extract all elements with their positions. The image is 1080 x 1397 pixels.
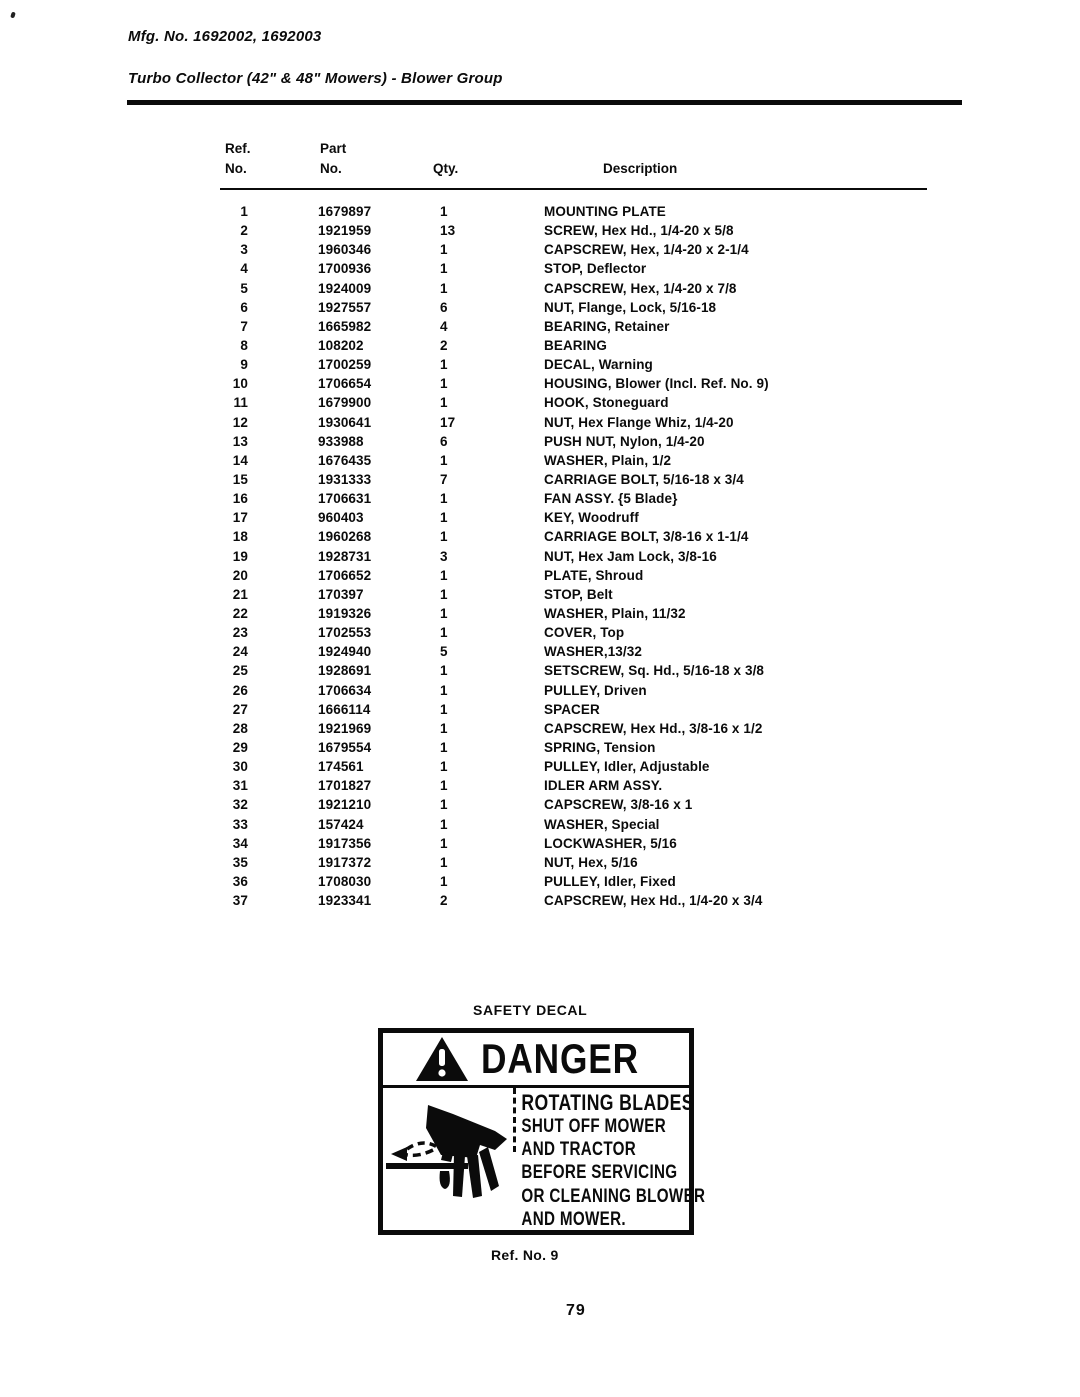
table-row xyxy=(0,623,1080,642)
ref-no-cell: 1 xyxy=(240,204,248,219)
safety-decal-heading: SAFETY DECAL xyxy=(473,1002,588,1018)
decal-warning-line: AND MOWER. xyxy=(521,1208,626,1230)
description-cell: PLATE, Shroud xyxy=(544,567,644,583)
part-no-cell: 1960268 xyxy=(318,529,372,545)
ref-no-cell: 29 xyxy=(232,739,248,755)
column-header-description: Description xyxy=(603,161,678,176)
qty-cell: 5 xyxy=(440,644,448,660)
description-cell: SPACER xyxy=(544,701,600,717)
table-row xyxy=(0,451,1080,470)
decal-warning-line: BEFORE SERVICING xyxy=(521,1162,678,1184)
description-cell: PULLEY, Idler, Adjustable xyxy=(544,759,710,775)
description-cell: SPRING, Tension xyxy=(544,739,656,755)
part-no-cell: 1706631 xyxy=(318,491,372,507)
ref-no-cell: 6 xyxy=(240,299,248,315)
qty-cell: 1 xyxy=(440,510,448,526)
decal-warning-line: OR CLEANING BLOWER xyxy=(521,1185,706,1207)
part-no-cell: 1919326 xyxy=(318,605,372,621)
qty-cell: 1 xyxy=(440,357,448,373)
mfg-number-line: Mfg. No. 1692002, 1692003 xyxy=(128,28,322,45)
ref-no-cell: 15 xyxy=(232,471,248,487)
table-row xyxy=(0,604,1080,623)
table-header-rule xyxy=(220,188,927,190)
table-row xyxy=(0,489,1080,508)
hand-blade-icon xyxy=(383,1092,515,1230)
ref-no-cell: 24 xyxy=(232,644,248,660)
table-row xyxy=(0,853,1080,872)
decal-warning-line: AND TRACTOR xyxy=(521,1139,637,1161)
part-no-cell: 1921210 xyxy=(318,797,372,813)
danger-decal-body xyxy=(383,1088,706,1230)
danger-decal xyxy=(378,1028,706,1235)
qty-cell: 1 xyxy=(440,739,448,755)
description-cell: WASHER, Plain, 11/32 xyxy=(544,605,686,621)
qty-cell: 1 xyxy=(440,395,448,411)
qty-cell: 1 xyxy=(440,701,448,717)
table-row xyxy=(0,757,1080,776)
column-header-ref-no: Ref. No. xyxy=(225,141,251,176)
qty-cell: 4 xyxy=(440,318,448,334)
ref-no-cell: 3 xyxy=(240,242,248,258)
description-cell: IDLER ARM ASSY. xyxy=(544,778,663,794)
description-cell: KEY, Woodruff xyxy=(544,510,639,526)
ref-no-cell: 13 xyxy=(232,433,248,449)
ref-no-cell: 28 xyxy=(232,720,248,736)
description-cell: CAPSCREW, 3/8-16 x 1 xyxy=(544,797,693,813)
table-row xyxy=(0,221,1080,240)
decal-ref-caption: Ref. No. 9 xyxy=(491,1247,559,1263)
part-no-cell: 1700936 xyxy=(318,261,372,277)
ref-no-cell: 22 xyxy=(232,605,248,621)
qty-cell: 6 xyxy=(440,433,448,449)
table-row xyxy=(0,259,1080,278)
table-row xyxy=(0,527,1080,546)
description-cell: PULLEY, Idler, Fixed xyxy=(544,873,676,889)
scan-speck xyxy=(10,12,16,19)
ref-no-cell: 12 xyxy=(232,414,248,430)
page-number: 79 xyxy=(566,1302,586,1319)
parts-table-body xyxy=(0,202,1080,910)
description-cell: PUSH NUT, Nylon, 1/4-20 xyxy=(544,433,705,449)
qty-cell: 7 xyxy=(440,471,448,487)
part-no-cell: 1931333 xyxy=(318,471,372,487)
part-no-cell: 1928731 xyxy=(318,548,372,564)
qty-cell: 1 xyxy=(440,261,448,277)
table-row xyxy=(0,776,1080,795)
warning-triangle-icon xyxy=(415,1036,469,1082)
part-no-cell: 157424 xyxy=(318,816,364,832)
description-cell: FAN ASSY. {5 Blade} xyxy=(544,491,678,507)
part-no-cell: 1960346 xyxy=(318,242,372,258)
qty-cell: 1 xyxy=(440,567,448,583)
part-no-cell: 1700259 xyxy=(318,357,372,373)
ref-no-cell: 9 xyxy=(240,357,248,373)
ref-no-cell: 26 xyxy=(232,682,248,698)
table-row xyxy=(0,738,1080,757)
table-row xyxy=(0,661,1080,680)
description-cell: STOP, Belt xyxy=(544,586,613,602)
table-row xyxy=(0,642,1080,661)
table-row xyxy=(0,566,1080,585)
part-no-cell: 960403 xyxy=(318,510,364,526)
qty-cell: 1 xyxy=(440,778,448,794)
table-row xyxy=(0,681,1080,700)
qty-cell: 1 xyxy=(440,605,448,621)
description-cell: STOP, Deflector xyxy=(544,261,647,277)
part-no-cell: 1706652 xyxy=(318,567,372,583)
ref-no-cell: 21 xyxy=(232,586,248,602)
description-cell: WASHER, Special xyxy=(544,816,660,832)
table-row xyxy=(0,547,1080,566)
qty-cell: 1 xyxy=(440,376,448,392)
description-cell: NUT, Flange, Lock, 5/16-18 xyxy=(544,299,717,315)
table-row xyxy=(0,393,1080,412)
section-title: Turbo Collector (42" & 48" Mowers) - Blower Group xyxy=(128,70,503,87)
part-no-cell: 1930641 xyxy=(318,414,372,430)
description-cell: COVER, Top xyxy=(544,625,625,641)
part-no-cell: 1924009 xyxy=(318,280,372,296)
qty-cell: 1 xyxy=(440,280,448,296)
qty-cell: 1 xyxy=(440,625,448,641)
part-no-cell: 1917372 xyxy=(318,854,372,870)
part-no-cell: 1665982 xyxy=(318,318,372,334)
qty-cell: 1 xyxy=(440,682,448,698)
ref-no-cell: 4 xyxy=(240,261,248,277)
table-row xyxy=(0,719,1080,738)
description-cell: WASHER, Plain, 1/2 xyxy=(544,452,672,468)
danger-word: DANGER xyxy=(481,1035,639,1082)
column-header-qty: Qty. xyxy=(433,161,459,176)
header-rule xyxy=(127,100,962,105)
part-no-cell: 1666114 xyxy=(318,701,371,717)
ref-no-cell: 16 xyxy=(232,491,248,507)
table-row xyxy=(0,240,1080,259)
description-cell: LOCKWASHER, 5/16 xyxy=(544,835,677,851)
ref-no-cell: 11 xyxy=(233,395,248,411)
ref-no-cell: 25 xyxy=(232,663,248,679)
part-no-cell: 1701827 xyxy=(318,778,372,794)
qty-cell: 1 xyxy=(440,873,448,889)
ref-no-cell: 33 xyxy=(232,816,248,832)
description-cell: BEARING xyxy=(544,337,607,353)
part-no-cell: 1927557 xyxy=(318,299,372,315)
ref-no-cell: 23 xyxy=(232,625,248,641)
ref-no-cell: 20 xyxy=(232,567,248,583)
table-row xyxy=(0,413,1080,432)
part-no-cell: 933988 xyxy=(318,433,364,449)
table-row xyxy=(0,508,1080,527)
qty-cell: 1 xyxy=(440,204,448,219)
table-row xyxy=(0,815,1080,834)
ref-no-cell: 27 xyxy=(232,701,248,717)
qty-cell: 1 xyxy=(440,759,448,775)
table-row xyxy=(0,374,1080,393)
description-cell: BEARING, Retainer xyxy=(544,318,670,334)
part-no-cell: 1706654 xyxy=(318,376,372,392)
description-cell: CAPSCREW, Hex, 1/4-20 x 7/8 xyxy=(544,280,737,296)
description-cell: NUT, Hex Jam Lock, 3/8-16 xyxy=(544,548,717,564)
description-cell: WASHER,13/32 xyxy=(544,644,642,660)
description-cell: HOOK, Stoneguard xyxy=(544,395,669,411)
part-no-cell: 1923341 xyxy=(318,893,372,909)
part-no-cell: 1702553 xyxy=(318,625,372,641)
part-no-cell: 108202 xyxy=(318,337,364,353)
description-cell: PULLEY, Driven xyxy=(544,682,647,698)
ref-no-cell: 30 xyxy=(232,759,248,775)
decal-warning-line: SHUT OFF MOWER xyxy=(521,1116,667,1137)
description-cell: SETSCREW, Sq. Hd., 5/16-18 x 3/8 xyxy=(544,663,765,679)
description-cell: SCREW, Hex Hd., 1/4-20 x 5/8 xyxy=(544,223,734,239)
part-no-cell: 1706634 xyxy=(318,682,372,698)
ref-no-cell: 31 xyxy=(232,778,248,794)
decal-headline: ROTATING BLADES xyxy=(521,1090,694,1115)
qty-cell: 1 xyxy=(440,529,448,545)
ref-no-cell: 32 xyxy=(232,797,248,813)
description-cell: NUT, Hex Flange Whiz, 1/4-20 xyxy=(544,414,734,430)
part-no-cell: 1679900 xyxy=(318,395,372,411)
description-cell: MOUNTING PLATE xyxy=(544,204,666,219)
table-row xyxy=(0,298,1080,317)
ref-no-cell: 17 xyxy=(232,510,248,526)
table-row xyxy=(0,700,1080,719)
description-cell: CARRIAGE BOLT, 5/16-18 x 3/4 xyxy=(544,471,744,487)
qty-cell: 2 xyxy=(440,893,448,909)
description-cell: DECAL, Warning xyxy=(544,357,653,373)
ref-no-cell: 2 xyxy=(240,223,248,239)
table-row xyxy=(0,202,1080,221)
ref-no-cell: 18 xyxy=(232,529,248,545)
qty-cell: 6 xyxy=(440,299,448,315)
table-row xyxy=(0,279,1080,298)
ref-no-cell: 10 xyxy=(232,376,248,392)
part-no-cell: 1928691 xyxy=(318,663,372,679)
part-no-cell: 1921969 xyxy=(318,720,372,736)
description-cell: CARRIAGE BOLT, 3/8-16 x 1-1/4 xyxy=(544,529,749,545)
ref-no-cell: 36 xyxy=(232,873,248,889)
table-row xyxy=(0,317,1080,336)
part-no-cell: 1924940 xyxy=(318,644,372,660)
ref-no-cell: 8 xyxy=(240,337,248,353)
qty-cell: 1 xyxy=(440,242,448,258)
part-no-cell: 1676435 xyxy=(318,452,372,468)
qty-cell: 2 xyxy=(440,337,448,353)
part-no-cell: 1679554 xyxy=(318,739,372,755)
table-row xyxy=(0,432,1080,451)
table-row xyxy=(0,355,1080,374)
qty-cell: 13 xyxy=(440,223,456,239)
table-row xyxy=(0,891,1080,910)
ref-no-cell: 7 xyxy=(240,318,248,334)
description-cell: CAPSCREW, Hex, 1/4-20 x 2-1/4 xyxy=(544,242,749,258)
part-no-cell: 1917356 xyxy=(318,835,372,851)
table-row xyxy=(0,872,1080,891)
decal-warning-lines xyxy=(521,1115,705,1231)
qty-cell: 1 xyxy=(440,720,448,736)
table-row xyxy=(0,470,1080,489)
column-header-part-no: Part No. xyxy=(320,141,347,176)
qty-cell: 1 xyxy=(440,491,448,507)
qty-cell: 1 xyxy=(440,854,448,870)
qty-cell: 1 xyxy=(440,586,448,602)
ref-no-cell: 34 xyxy=(232,835,248,851)
table-row xyxy=(0,585,1080,604)
table-row xyxy=(0,795,1080,814)
danger-decal-header xyxy=(383,1033,689,1088)
qty-cell: 3 xyxy=(440,548,448,564)
description-cell: NUT, Hex, 5/16 xyxy=(544,854,638,870)
ref-no-cell: 5 xyxy=(240,280,248,296)
part-no-cell: 1708030 xyxy=(318,873,372,889)
decal-artwork xyxy=(383,1088,515,1230)
ref-no-cell: 35 xyxy=(232,854,248,870)
qty-cell: 17 xyxy=(440,414,456,430)
ref-no-cell: 19 xyxy=(232,548,248,564)
description-cell: CAPSCREW, Hex Hd., 1/4-20 x 3/4 xyxy=(544,893,763,909)
description-cell: HOUSING, Blower (Incl. Ref. No. 9) xyxy=(544,376,769,392)
ref-no-cell: 14 xyxy=(232,452,248,468)
ref-no-cell: 37 xyxy=(232,893,248,909)
part-no-cell: 1921959 xyxy=(318,223,372,239)
part-no-cell: 1679897 xyxy=(318,204,372,219)
part-no-cell: 170397 xyxy=(318,586,364,602)
qty-cell: 1 xyxy=(440,663,448,679)
qty-cell: 1 xyxy=(440,797,448,813)
qty-cell: 1 xyxy=(440,835,448,851)
decal-warning-text xyxy=(515,1088,705,1230)
part-no-cell: 174561 xyxy=(318,759,364,775)
table-row xyxy=(0,336,1080,355)
description-cell: CAPSCREW, Hex Hd., 3/8-16 x 1/2 xyxy=(544,720,763,736)
qty-cell: 1 xyxy=(440,816,448,832)
table-row xyxy=(0,834,1080,853)
qty-cell: 1 xyxy=(440,452,448,468)
